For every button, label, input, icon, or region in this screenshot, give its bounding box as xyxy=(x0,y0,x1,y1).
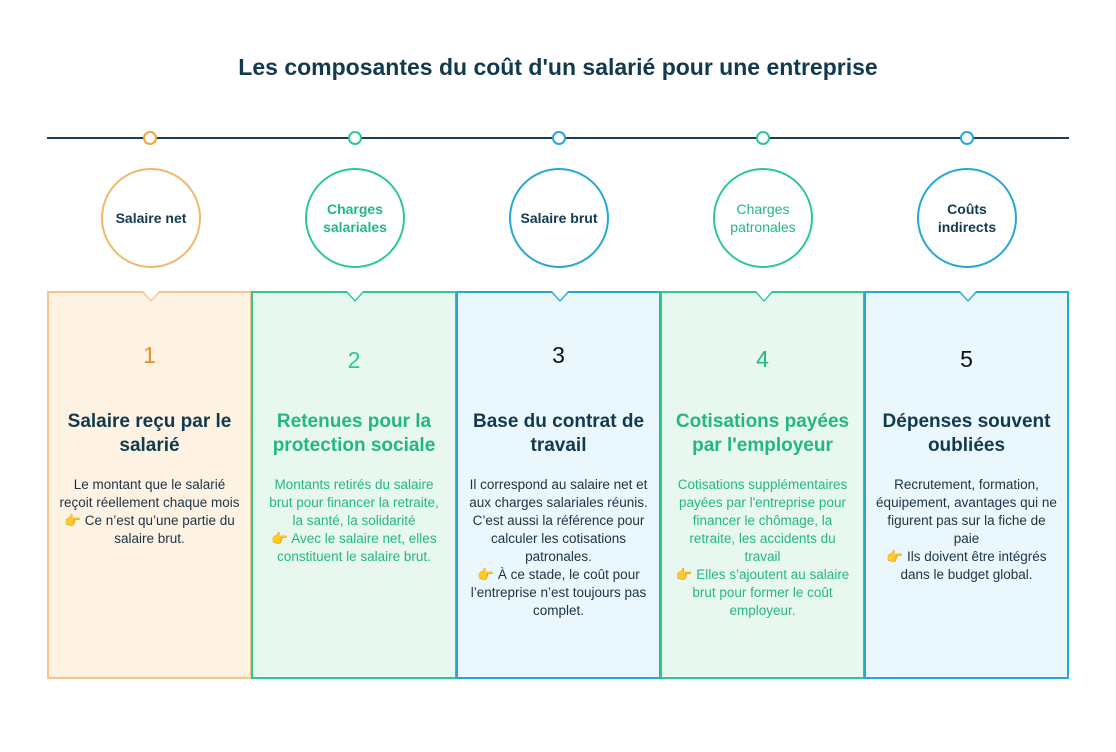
card-3 xyxy=(456,291,661,679)
card-body: Le montant que le salarié reçoit réellement chaque mois 👉 Ce n’est qu’une partie du salaire brut. xyxy=(59,477,240,546)
circle-charges-salariales xyxy=(305,168,405,268)
circle-charges-patronales xyxy=(713,168,813,268)
card-1 xyxy=(47,291,252,679)
circle-salaire-brut xyxy=(509,168,609,268)
circle-label: Coûts indirects xyxy=(937,201,997,235)
card-2 xyxy=(251,291,457,679)
card-4 xyxy=(660,291,865,679)
card-heading: Cotisations payées par l'employeur xyxy=(675,411,850,456)
card-heading: Salaire reçu par le salarié xyxy=(67,411,232,456)
timeline-dot-5 xyxy=(960,131,974,145)
card-body: Il correspond au salaire net et aux charges salariales réunis. C’est aussi la référence pour calculer les cotisations patronales. 👉 À ce stade, le coût pour l’entreprise n’est toujours pas complet. xyxy=(469,477,648,618)
card-notch-inner xyxy=(347,291,363,300)
circle-label: Charges salariales xyxy=(323,201,387,235)
card-body: Recrutement, formation, équipement, avantages qui ne figurent pas sur la fiche de paie 👉 Ils doivent être intégrés dans le budget global. xyxy=(876,477,1057,582)
timeline-dot-4 xyxy=(756,131,770,145)
card-notch-inner xyxy=(960,291,976,300)
card-notch-inner xyxy=(552,291,568,300)
card-heading: Base du contrat de travail xyxy=(472,411,645,456)
card-number: 3 xyxy=(552,342,565,368)
circle-label: Salaire brut xyxy=(520,210,598,226)
circle-couts-indirects xyxy=(917,168,1017,268)
card-body: Montants retirés du salaire brut pour financer la retraite, la santé, la solidarité 👉 Avec le salaire net, elles constituent le salaire brut. xyxy=(269,477,439,564)
card-number: 4 xyxy=(756,346,769,372)
timeline-dot-2 xyxy=(348,131,362,145)
card-number: 1 xyxy=(143,342,156,368)
timeline-dot-1 xyxy=(143,131,157,145)
card-heading: Dépenses souvent oubliées xyxy=(882,411,1051,456)
card-number: 5 xyxy=(960,346,973,372)
circle-label: Salaire net xyxy=(115,210,187,226)
circle-salaire-net xyxy=(101,168,201,268)
page-title: Les composantes du coût d'un salarié pour une entreprise xyxy=(238,54,878,80)
card-heading: Retenues pour la protection sociale xyxy=(272,411,436,456)
card-body: Cotisations supplémentaires payées par l'entreprise pour financer le chômage, la retraite, les accidents du travail 👉 Elles s’ajoutent au salaire brut pour former le coût employeur. xyxy=(675,477,850,618)
circle-label: Charges patronales xyxy=(730,201,796,235)
card-number: 2 xyxy=(347,347,361,373)
card-5 xyxy=(864,291,1069,679)
card-notch-inner xyxy=(143,291,159,300)
timeline-dot-3 xyxy=(552,131,566,145)
card-notch-inner xyxy=(756,291,772,300)
